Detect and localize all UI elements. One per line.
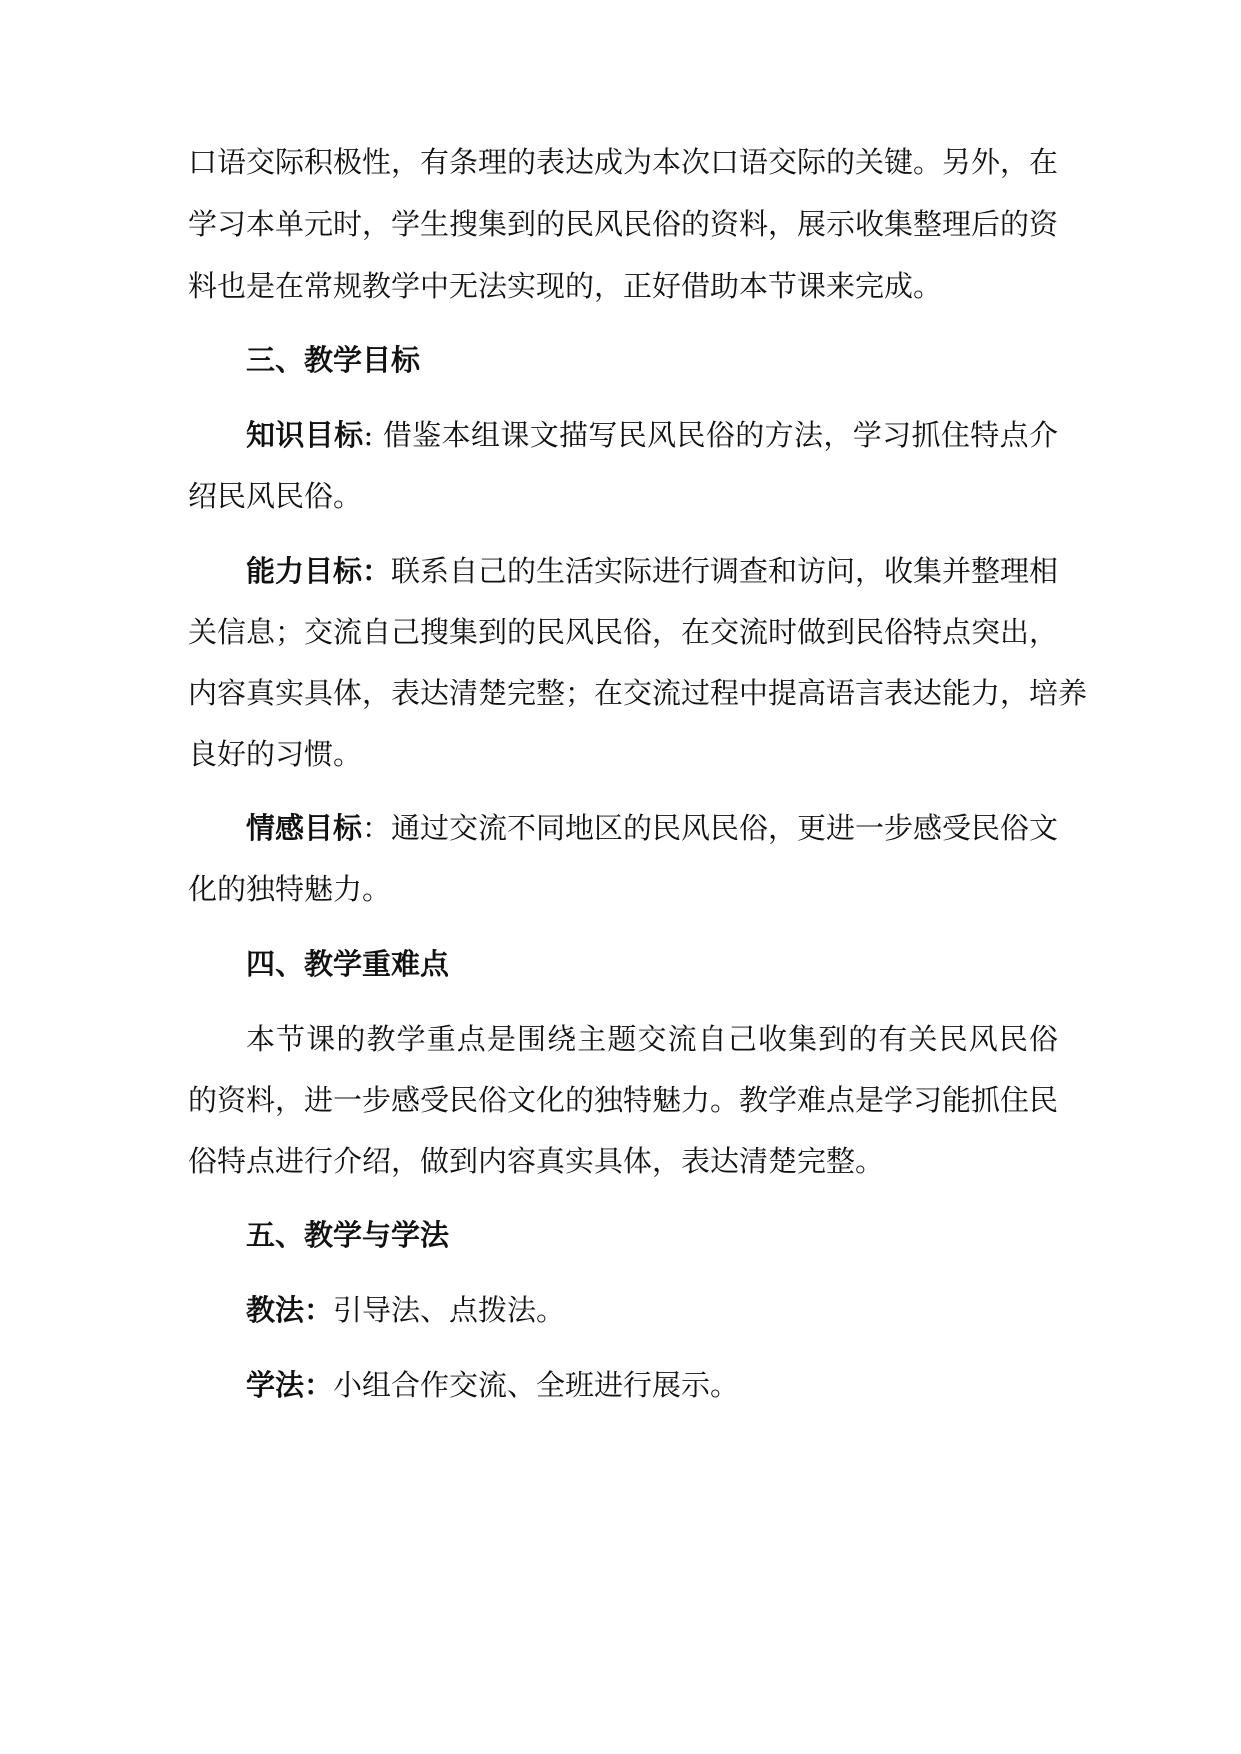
knowledge-goal-line xyxy=(246,415,1058,455)
teaching-method-line xyxy=(246,1290,1058,1330)
paragraph-line: 本节课的教学重点是围绕主题交流自己收集到的有关民风民俗 xyxy=(246,1022,1058,1056)
emotion-goal-line xyxy=(246,808,1058,848)
paragraph-line: 学习本单元时，学生搜集到的民风民俗的资料，展示收集整理后的资 xyxy=(188,207,1059,241)
ability-goal-line xyxy=(246,551,1058,591)
paragraph-line: 良好的习惯。 xyxy=(188,737,363,771)
ability-goal-label: 能力目标： xyxy=(246,554,392,588)
knowledge-goal-text: : 借鉴本组课文描写民风民俗的方法，学习抓住特点介 xyxy=(363,418,1058,452)
emotion-goal-label: 情感目标 xyxy=(246,811,363,845)
teaching-method-label: 教法： xyxy=(246,1293,334,1327)
ability-goal-text: 联系自己的生活实际进行调查和访问，收集并整理相 xyxy=(391,554,1059,588)
paragraph-line: 料也是在常规教学中无法实现的，正好借助本节课来完成。 xyxy=(188,269,943,303)
section-heading-4: 四、教学重难点 xyxy=(246,947,450,981)
paragraph-line: 内容真实具体，表达清楚完整；在交流过程中提高语言表达能力，培养 xyxy=(188,676,1088,710)
paragraph-line: 绍民风民俗。 xyxy=(188,479,363,513)
learning-method-text: 小组合作交流、全班进行展示。 xyxy=(333,1368,740,1402)
knowledge-goal-label: 知识目标 xyxy=(246,418,364,452)
paragraph-line: 的资料，进一步感受民俗文化的独特魅力。教学难点是学习能抓住民 xyxy=(188,1083,1059,1117)
teaching-method-text: 引导法、点拨法。 xyxy=(333,1293,566,1327)
paragraph-line: 化的独特魅力。 xyxy=(188,872,392,906)
learning-method-label: 学法： xyxy=(246,1368,334,1402)
learning-method-line xyxy=(246,1365,1058,1405)
paragraph-line: 俗特点进行介绍，做到内容真实具体，表达清楚完整。 xyxy=(188,1144,885,1178)
emotion-goal-text: ：通过交流不同地区的民风民俗，更进一步感受民俗文 xyxy=(362,811,1059,845)
section-heading-3: 三、教学目标 xyxy=(246,343,421,377)
paragraph-line: 口语交际积极性，有条理的表达成为本次口语交际的关键。另外，在 xyxy=(188,145,1059,179)
section-heading-5: 五、教学与学法 xyxy=(246,1218,450,1252)
paragraph-line: 关信息；交流自己搜集到的民风民俗，在交流时做到民俗特点突出， xyxy=(188,615,1059,649)
